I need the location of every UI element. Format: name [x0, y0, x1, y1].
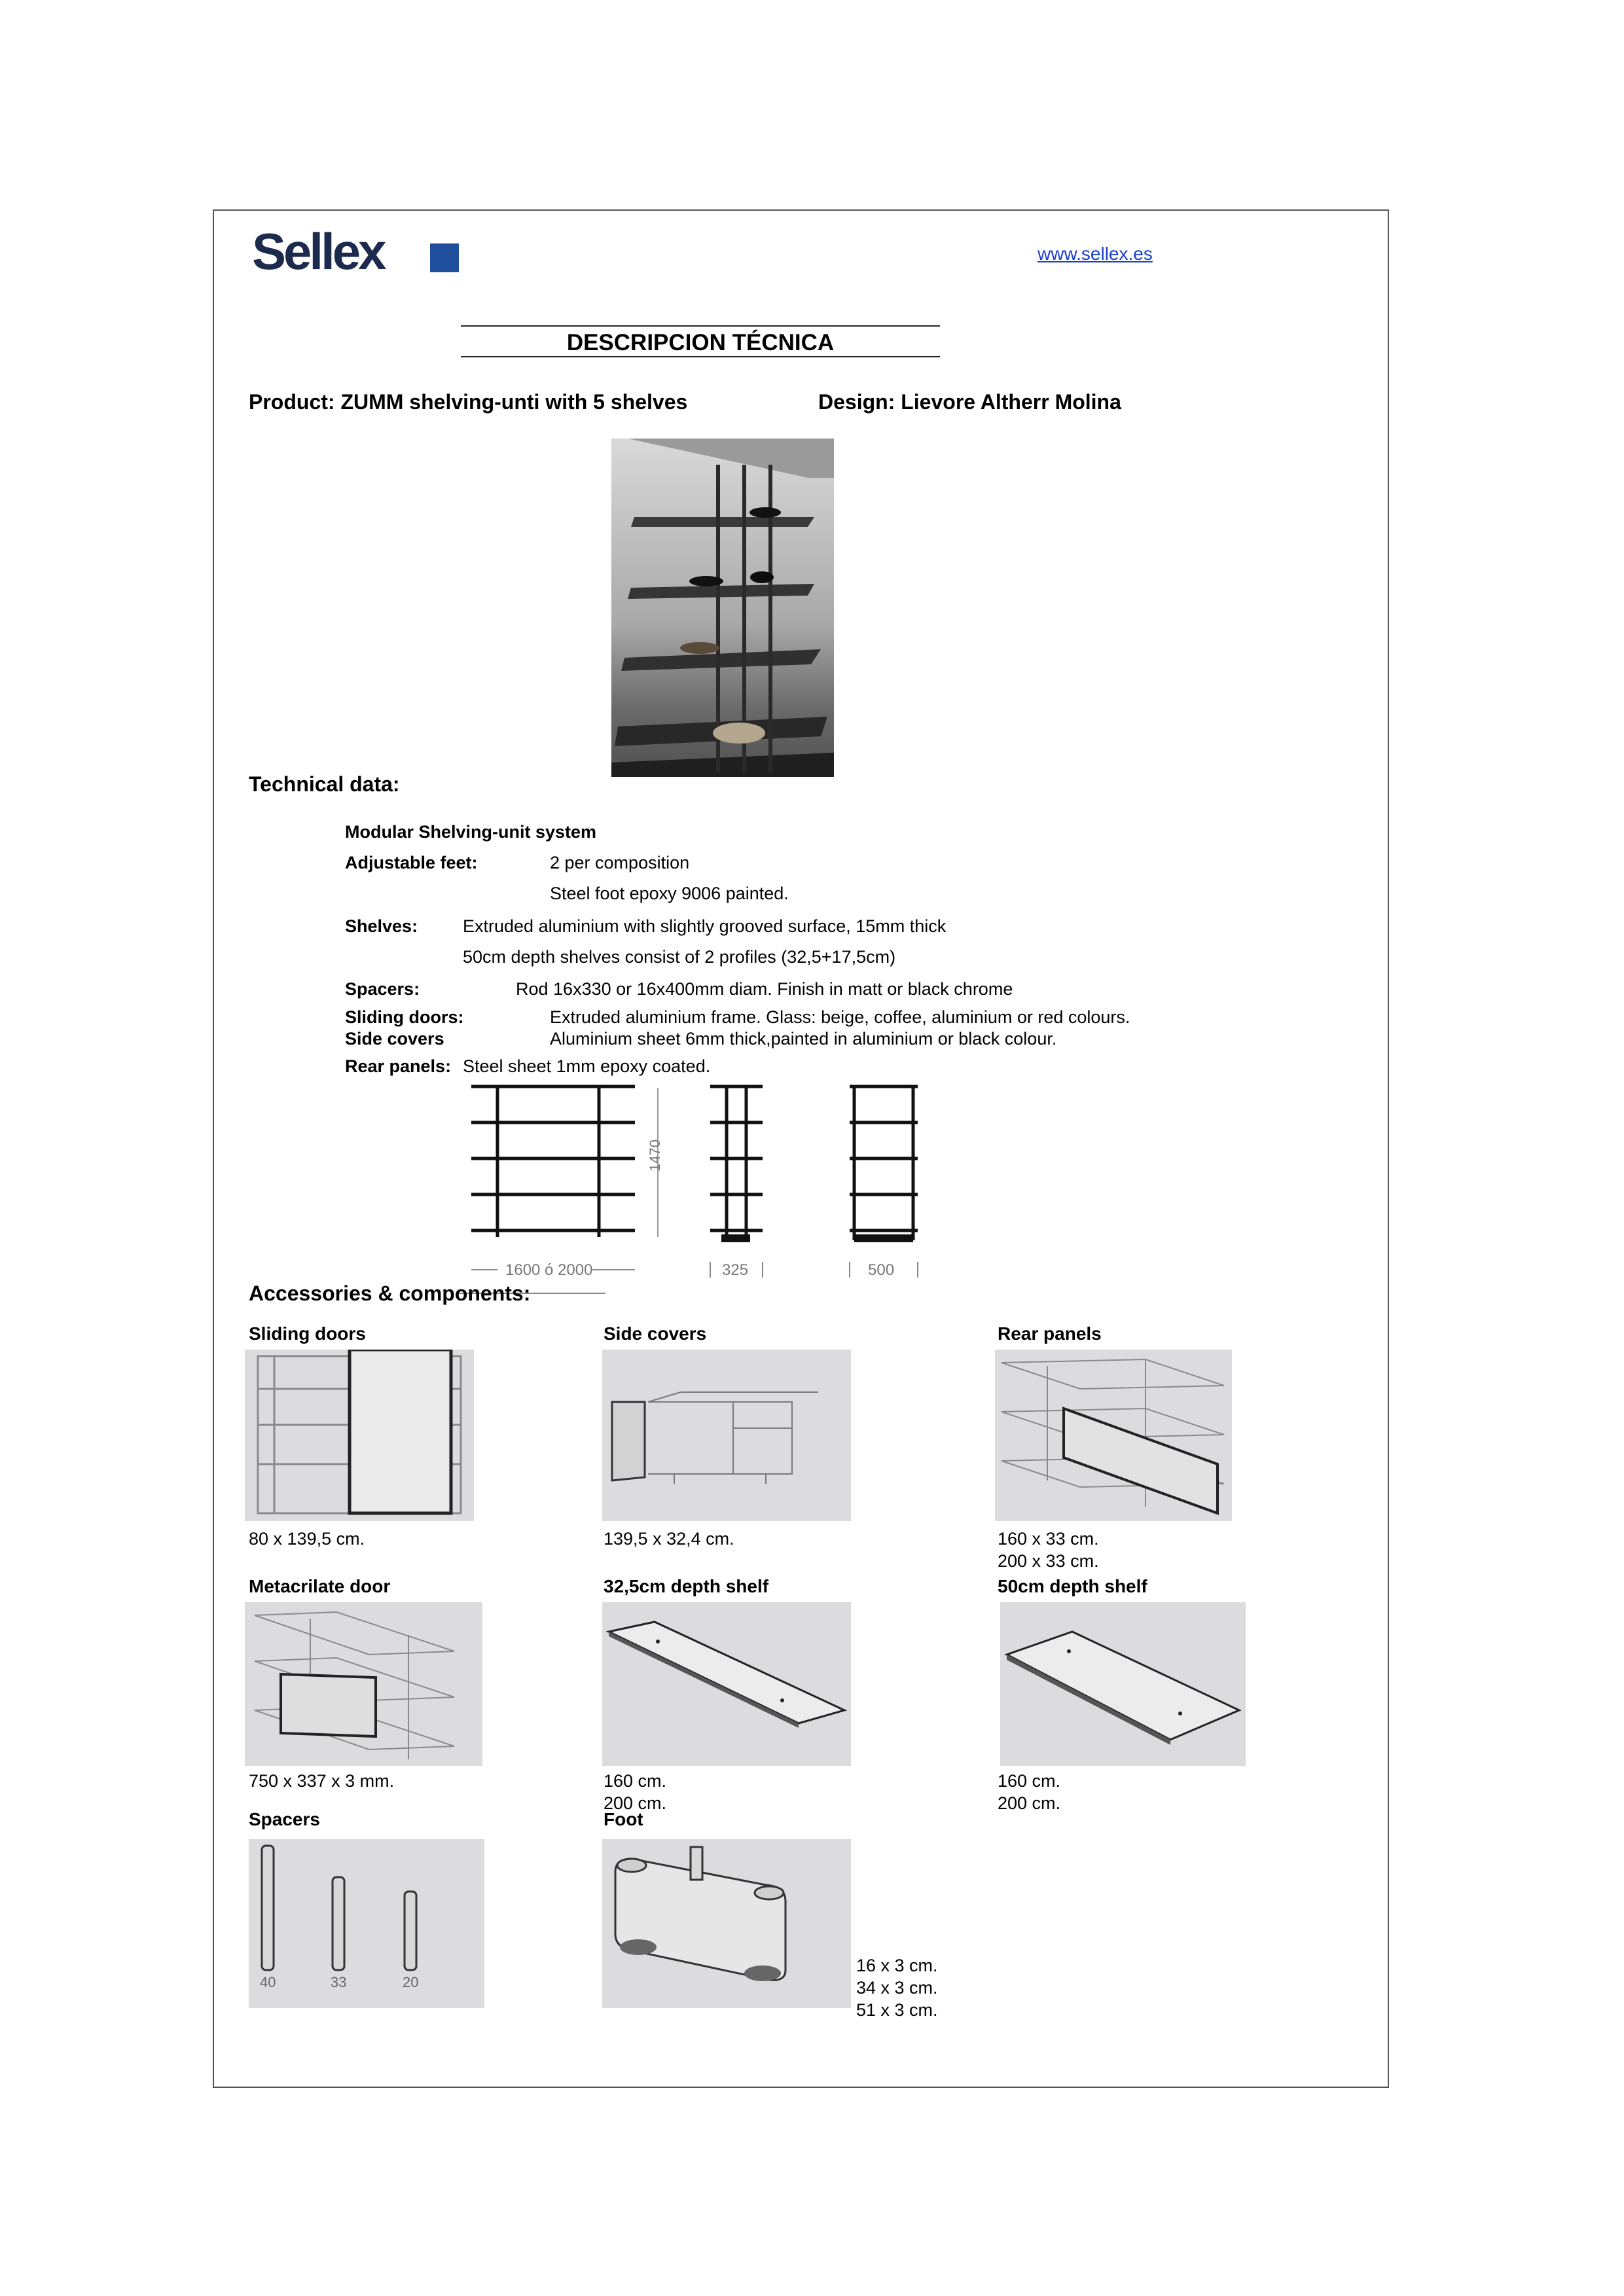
rear-panels-dims-2: 200 x 33 cm.: [998, 1551, 1099, 1571]
foot-dims-2: 34 x 3 cm.: [856, 1978, 938, 1998]
accessories-heading: Accessories & components:: [249, 1282, 531, 1305]
technical-heading: Technical data:: [249, 772, 400, 796]
sides-label: Side covers: [345, 1029, 444, 1049]
shelf-325-dims-1: 160 cm.: [604, 1771, 667, 1791]
shelf-325-dims-2: 200 cm.: [604, 1793, 667, 1813]
metacrilate-door-image: [245, 1602, 482, 1766]
rear-text: Steel sheet 1mm epoxy coated.: [463, 1056, 711, 1076]
shelf-50-label: 50cm depth shelf: [998, 1576, 1147, 1596]
rear-panels-image: [995, 1350, 1232, 1521]
shelf-325-label: 32,5cm depth shelf: [604, 1576, 769, 1596]
title-top-rule: [461, 325, 940, 327]
sliding-doors-image: [245, 1350, 474, 1521]
depth2-dimension: 500: [868, 1261, 895, 1279]
feet-line1: 2 per composition: [550, 853, 690, 872]
sellex-logo: [252, 224, 475, 279]
rear-panels-dims-1: 160 x 33 cm.: [998, 1529, 1099, 1549]
feet-line2: Steel foot epoxy 9006 painted.: [550, 884, 789, 903]
spacer-size-33: 33: [331, 1974, 347, 1990]
product-photo: [611, 439, 834, 777]
shelves-line2: 50cm depth shelves consist of 2 profiles (32,5+17,5cm): [463, 947, 896, 967]
doors-label: Sliding doors:: [345, 1007, 464, 1027]
shelves-line1: Extruded aluminium with slightly grooved surface, 15mm thick: [463, 916, 947, 936]
feet-label: Adjustable feet:: [345, 853, 478, 872]
height-dimension: 1470: [647, 1139, 663, 1172]
spacer-size-40: 40: [260, 1974, 276, 1990]
side-covers-dims: 139,5 x 32,4 cm.: [604, 1529, 734, 1549]
website-link[interactable]: www.sellex.es: [1038, 243, 1153, 264]
product-name: Product: ZUMM shelving-unti with 5 shelves: [249, 390, 688, 414]
side-covers-label: Side covers: [604, 1323, 707, 1344]
doors-text: Extruded aluminium frame. Glass: beige, coffee, aluminium or red colours.: [550, 1007, 1130, 1027]
foot-label: Foot: [604, 1809, 643, 1829]
depth1-dimension: 325: [722, 1261, 749, 1279]
sides-text: Aluminium sheet 6mm thick,painted in aluminium or black colour.: [550, 1029, 1057, 1049]
sliding-doors-label: Sliding doors: [249, 1323, 366, 1344]
dimension-drawing: [458, 1080, 956, 1296]
system-title: Modular Shelving-unit system: [345, 822, 597, 842]
foot-dims-3: 51 x 3 cm.: [856, 2000, 938, 2020]
rear-label: Rear panels:: [345, 1056, 452, 1076]
rear-panels-label: Rear panels: [998, 1323, 1102, 1344]
metacrilate-door-dims: 750 x 337 x 3 mm.: [249, 1771, 395, 1791]
spacers-accessory-label: Spacers: [249, 1809, 320, 1829]
shelf-50-image: [1000, 1602, 1246, 1766]
foot-dims-1: 16 x 3 cm.: [856, 1956, 938, 1975]
side-covers-image: [602, 1350, 851, 1521]
title-bottom-rule: [461, 356, 940, 357]
shelf-50-dims-1: 160 cm.: [998, 1771, 1061, 1791]
logo-text: Sellex: [252, 223, 384, 280]
shelf-325-image: [602, 1602, 851, 1766]
shelves-label: Shelves:: [345, 916, 418, 936]
logo-square-icon: [430, 243, 459, 272]
sliding-doors-dims: 80 x 139,5 cm.: [249, 1529, 365, 1549]
product-designer: Design: Lievore Altherr Molina: [818, 390, 1121, 414]
document-title: DESCRIPCION TÉCNICA: [566, 330, 835, 355]
spacers-label: Spacers:: [345, 979, 420, 999]
spacer-size-20: 20: [403, 1974, 419, 1990]
spacers-text: Rod 16x330 or 16x400mm diam. Finish in matt or black chrome: [516, 979, 1013, 999]
shelf-50-dims-2: 200 cm.: [998, 1793, 1061, 1813]
width-dimension: 1600 ó 2000: [505, 1261, 593, 1279]
spacers-image: [249, 1839, 484, 2008]
foot-image: [602, 1839, 851, 2008]
metacrilate-door-label: Metacrilate door: [249, 1576, 391, 1596]
